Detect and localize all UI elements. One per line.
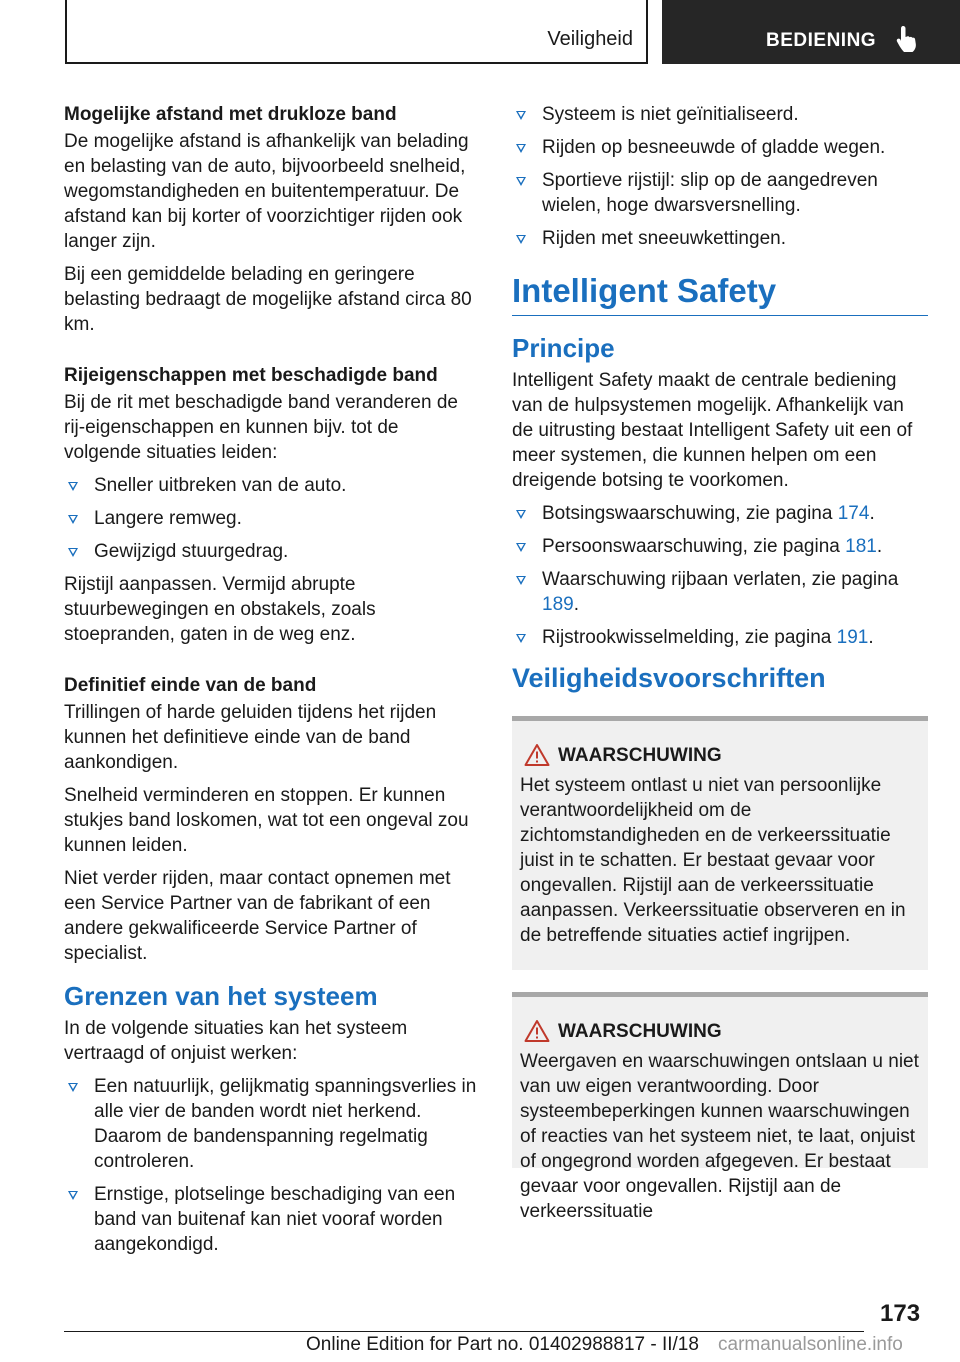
list-item: Waarschuwing rijbaan verlaten, zie pagina 189. [512,567,928,617]
list-item: Sneller uitbreken van de auto. [64,473,480,498]
bullet-triangle-icon [516,510,526,519]
page-link[interactable]: 181 [845,536,877,557]
list-item: Langere remweg. [64,506,480,531]
paragraph: Intelligent Safety maakt de centrale bediening van de hulpsystemen mogelijk. Afhankelijk van de uitrusting bestaat Intelligent Safety uit een of meer systemen, die kunnen helpen om een dreigende botsing te voorkomen. [512,370,913,491]
warning-text: Het systeem ontlast u niet van persoonlijke verantwoordelijkheid om de zichtomstandigheden en de verkeerssituatie juist in te schatten. Er bestaat gevaar voor ongevallen. Rijstijl aan de verkeerssituatie aanpassen. Verkeerssituatie observeren en in de betreffende situaties actief ingrijpen. [520,775,906,946]
bullet-triangle-icon [68,548,78,557]
bullet-triangle-icon [68,1191,78,1200]
warning-triangle-icon [524,743,550,767]
page-link[interactable]: 191 [836,627,869,648]
bullet-list [512,102,928,251]
bullet-triangle-icon [516,111,526,120]
list-item: Persoonswaarschuwing, zie pagina 181. [512,534,928,559]
subheading-driving-damaged-tire: Rijeigenschappen met beschadigde band [64,365,438,386]
list-item: Botsingswaarschuwing, zie pagina 174. [512,501,928,526]
page-number: 173 [880,1300,921,1327]
left-column [64,102,480,1265]
bullet-list [64,1074,480,1257]
reference-list [512,501,928,650]
list-item: Ernstige, plotselinge beschadiging van een band van buitenaf kan niet vooraf worden aangekondigd. [64,1182,480,1257]
heading-intelligent-safety: Intelligent Safety [512,271,928,316]
heading-safety-rules: Veiligheidsvoorschriften [512,663,826,693]
warning-box [512,716,928,970]
list-item: Sportieve rijstijl: slip op de aangedreven wielen, hoge dwarsversnelling. [512,168,928,218]
heading-principle: Principe [512,333,615,363]
warning-text: Weergaven en waarschuwingen ontslaan u niet van uw eigen verantwoording. Door systeembeperkingen kunnen waarschuwingen of reacties van het systeem niet, te laat, onjuist of ongegrond worden afgegeven. Er bestaat gevaar voor ongevallen. Rijstijl aan de verkeerssituatie [520,1051,919,1222]
list-item: Rijden met sneeuwkettingen. [512,226,928,251]
page-link[interactable]: 174 [837,503,870,524]
paragraph: Rijstijl aanpassen. Vermijd abrupte stuurbewegingen en obstakels, zoals stoepranden, gaten in de weg enz. [64,574,376,645]
bullet-triangle-icon [516,634,526,643]
paragraph: Bij de rit met beschadigde band veranderen de rij-eigenschappen en kunnen bijv. tot de volgende situaties leiden: [64,392,458,463]
paragraph: Niet verder rijden, maar contact opnemen met een Service Partner van de fabrikant of een andere gekwalificeerde Service Partner of specialist. [64,868,451,964]
bullet-triangle-icon [516,543,526,552]
footer-divider [64,1331,864,1332]
heading-system-limits: Grenzen van het systeem [64,981,378,1011]
bullet-triangle-icon [68,1083,78,1092]
warning-title: WAARSCHUWING [520,743,920,769]
bullet-triangle-icon [68,515,78,524]
bullet-triangle-icon [68,482,78,491]
bullet-triangle-icon [516,177,526,186]
list-item: Gewijzigd stuurgedrag. [64,539,480,564]
bullet-list [64,473,480,564]
subheading-tire-end: Definitief einde van de band [64,675,317,696]
right-column [512,102,928,1222]
header-section-title: Veiligheid [547,28,633,50]
paragraph: In de volgende situaties kan het systeem vertraagd of onjuist werken: [64,1018,408,1064]
header-chapter-tab [662,0,960,64]
bullet-triangle-icon [516,576,526,585]
warning-box [512,992,928,1222]
list-item: Systeem is niet geïnitialiseerd. [512,102,928,127]
warning-triangle-icon [524,1019,550,1043]
warning-title: WAARSCHUWING [520,1019,920,1045]
page-link[interactable]: 189 [542,594,574,615]
bullet-triangle-icon [516,144,526,153]
paragraph: Snelheid verminderen en stoppen. Er kunnen stukjes band loskomen, wat tot een ongeval zou kunnen leiden. [64,785,469,856]
paragraph: De mogelijke afstand is afhankelijk van belading en belasting van de auto, bijvoorbeeld snelheid, wegomstandigheden en buitentemperatuur. De afstand kan bij korter of voorzichtiger rijden ook langer zijn. [64,131,469,252]
bullet-triangle-icon [516,235,526,244]
hand-pointer-icon [894,24,922,54]
footer-watermark: carmanualsonline.info [718,1334,903,1355]
footer-edition: Online Edition for Part no. 01402988817 - II/18 [306,1334,699,1355]
list-item: Een natuurlijk, gelijkmatig spanningsverlies in alle vier de banden wordt niet herkend. Daarom de bandenspanning regelmatig controleren. [64,1074,480,1174]
list-item: Rijden op besneeuwde of gladde wegen. [512,135,928,160]
header-chapter-label: BEDIENING [766,30,877,51]
list-item: Rijstrookwisselmelding, zie pagina 191. [512,625,928,650]
paragraph: Trillingen of harde geluiden tijdens het rijden kunnen het definitieve einde van de band aankondigen. [64,702,437,773]
paragraph: Bij een gemiddelde belading en geringere belasting bedraagt de mogelijke afstand circa 80 km. [64,264,472,335]
subheading-range-flat-tire: Mogelijke afstand met drukloze band [64,104,397,125]
